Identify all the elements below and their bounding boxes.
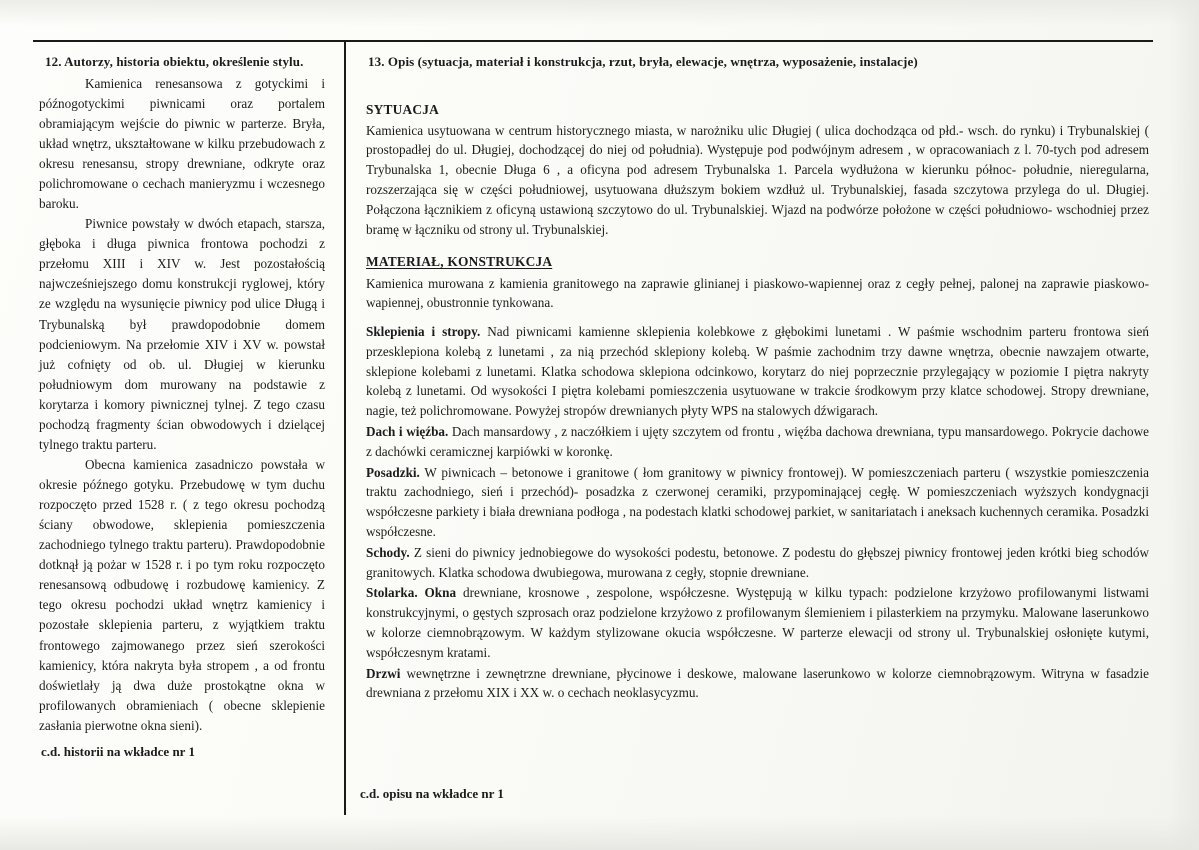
entry-lead: Dach i więźba. xyxy=(366,424,449,440)
field-12-paragraph-3: Obecna kamienica zasadniczo powstała w okresie późnego gotyku. Przebudowę w tym duchu rozpoczęto przed 1528 r. ( z tego okresu pochodzą ściany obwodowe, sklepienia pomieszczenia zachodniego tylnego traktu parteru). Prawdopodobnie dotknął ją pożar w 1528 r. i po tym roku rozpoczęto renesansową odbudowę i rozbudowę kamienicy. Z tego okresu pochodzi układ wnętrz kamienicy i pozostałe sklepienia parteru, z wyjątkiem traktu frontowego zajmowanego przez sień szerokości kamienicy, która nakryta była stropem , a od frontu doświetlały ją dwa duże prostokątne okna w profilowanych obramieniach ( obecne sklepienie zasłania pierwotne okna sieni). xyxy=(39,456,325,733)
entry-lead: Sklepienia i stropy. xyxy=(366,324,481,340)
field-12-paragraph-2: Piwnice powstały w dwóch etapach, starsza, głęboka i długa piwnica frontowa pochodzi z przełomu XIII i XIV w. Jest pozostałością najwcześniejszego domu konstrukcji ryglowej, który ze względu na wysunięcie piwnicy pod ulice Długą i Trybunalską był prawdopodobnie domem podcieniowym. Na przełomie XIV i XV w. powstał już cofnięty od ob. ul. Długiej w kierunku południowym dom murowany na podstawie z korytarza i komory piwnicznej tylnej. Z tego czasu pochodzą fragmenty ścian obwodowych i dzielącej tylnego traktu parteru. xyxy=(39,216,325,452)
field-13-heading: 13. Opis (sytuacja, materiał i konstrukcja, rzut, bryła, elewacje, wnętrza, wyposażenie, instalacje) xyxy=(368,54,918,69)
entry-text: Dach mansardowy , z naczółkiem i ujęty szczytem od frontu , więźba dachowa drewniana, typu mansardowego. Pokrycie dachowe z dachówki ceramicznej karpiówki w koronkę. xyxy=(366,424,1149,459)
entry-text: drewniane, krosnowe , zespolone, współczesne. Występują w kilku typach: podzielone krzyżowo profilowanymi listwami konstrukcyjnymi, o gęstych szprosach oraz podzielone krzyżowo z profilowanym ślemieniem i pilasterkiem na przymyku. Malowane laserunkowo w kolorze ciemnobrązowym. W każdym stylizowane okucia współczesne. W parterze elewacji od strony ul. Trybunalskiej osłonięte kutymi, współczesnym kratami. xyxy=(366,585,1149,660)
field-13-continuation-note: c.d. opisu na wkładce nr 1 xyxy=(360,786,504,801)
entry-posadzki xyxy=(366,463,1149,542)
frame-column-divider xyxy=(344,40,346,815)
entry-lead: Stolarka. Okna xyxy=(366,585,457,601)
section-title-sytuacja: SYTUACJA xyxy=(366,101,440,117)
scan-edge-bottom xyxy=(0,816,1199,850)
heading-spacer xyxy=(366,74,1149,87)
entry-sklepienia-i-stropy xyxy=(366,322,1149,421)
entry-schody xyxy=(366,543,1149,583)
entries-spacer xyxy=(366,313,1149,322)
entry-stolarka-okna xyxy=(366,583,1149,662)
field-12-paragraph-1: Kamienica renesansowa z gotyckimi i późnogotyckimi piwnicami oraz portalem obramiającym wejście do piwnic w parterze. Bryła, układ wnętrz, ukształtowane w kilku przebudowach z okresu renesansu, stropy drewniane, odkryte oraz polichromowane o cechach manieryzmu i wczesnego baroku. xyxy=(39,75,325,212)
entry-text: Z sieni do piwnicy jednobiegowe do wysokości podestu, betonowe. Z podestu do głębszej piwnicy frontowej jeden krótki bieg schodów granitowych. Klatka schodowa dwubiegowa, murowana z cegły, stopnie drewniane. xyxy=(366,544,1149,580)
section-body-sytuacja: Kamienica usytuowana w centrum historycznego miasta, w narożniku ulic Długiej ( ulica dochodząca od płd.- wsch. do rynku) i Trybunalskiej ( prostopadłej do ul. Długiej, dochodzącej do niej od południa). Występuje pod podwójnym adresem , w opracowaniach z l. 70-tych pod adresem Trybunalska 1, obecnie Długa 6 , a oficyna pod adresem Trybunalska 1. Parcela wydłużona w kierunku północ- południe, nieregularna, rozszerzająca się w części południowej, usytuowana dłuższym bokiem wzdłuż ul. Trybunalskiej, fasada szczytowa przylega do ul. Długiej. Połączona łącznikiem z oficyną ustawioną szczytowo do ul. Trybunalskiej. Wjazd na podwórze położone w części południowo- wschodniej przez bramę w łączniku od strony ul. Trybunalskiej. xyxy=(366,122,1149,237)
entry-lead: Drzwi xyxy=(366,665,401,681)
scan-edge-top xyxy=(0,0,1199,26)
entry-lead: Schody. xyxy=(366,544,410,560)
field-13-column xyxy=(360,52,1153,703)
entry-drzwi xyxy=(366,664,1149,704)
field-12-continuation-note: c.d. historii na wkładce nr 1 xyxy=(41,743,195,759)
entry-text: W piwnicach – betonowe i granitowe ( łom granitowy w piwnicy frontowej). W pomieszczeniach parteru ( wszystkie pomieszczenia traktu zachodniego, sień i przechód)- posadzka z czerwonej ceramiki, przypominającej cegłę. W pomieszczeniach wyższych kondygnacji współczesne parkiety i biała drewniana podłoga , na podestach klatki schodowej parkiet, w sanitariatach i aneksach kuchennych ceramika. Posadzki współczesne. xyxy=(366,464,1149,540)
field-12-column xyxy=(33,52,333,762)
entry-text: Nad piwnicami kamienne sklepienia kolebkowe z głębokimi lunetami . W paśmie wschodnim parteru frontowa sień przesklepiona kolebą z lunetami , za nią przechód sklepiony kolebą. W paśmie zachodnim trzy dawne wnętrza, obecnie nawzajem otwarte, sklepione kolebami z lunetami. Klatka schodowa sklepiona odcinkowo, korytarz do niej poprzecznie przylegający w poziomie I piętra nakryty kolebą z lunetami. Od wysokości I piętra kolebami pomieszczenia usytuowane w trakcie środkowym przy klatce schodowej. Stropy drewniane, nagie, też polichromowane. Powyżej stropów drewnianych płyty WPS na stalowych dźwigarach. xyxy=(366,324,1149,419)
entry-dach-i-wiezba xyxy=(366,422,1149,462)
scan-edge-right xyxy=(1169,0,1199,850)
field-13-footer xyxy=(360,780,1140,802)
form-frame xyxy=(33,40,1153,815)
field-12-heading: 12. Autorzy, historia obiektu, określenie stylu. xyxy=(45,54,304,69)
section-body-material-konstrukcja: Kamienica murowana z kamienia granitowego na zaprawie glinianej i piaskowo-wapiennej oraz z cegły pełnej, palonej na zaprawie piaskowo-wapiennej, obustronnie tynkowana. xyxy=(366,275,1149,311)
section-title-material-konstrukcja: MATERIAŁ, KONSTRUKCJA xyxy=(366,254,553,270)
entry-text: wewnętrzne i zewnętrzne drewniane, płycinowe i deskowe, malowane laserunkowo w kolorze ciemnobrązowym. Witryna w fasadzie drewniana z przełomu XIX i XX w. o cechach neoklasycyzmu. xyxy=(366,665,1149,701)
frame-top-rule xyxy=(33,40,1153,42)
entry-lead: Posadzki. xyxy=(366,464,420,480)
